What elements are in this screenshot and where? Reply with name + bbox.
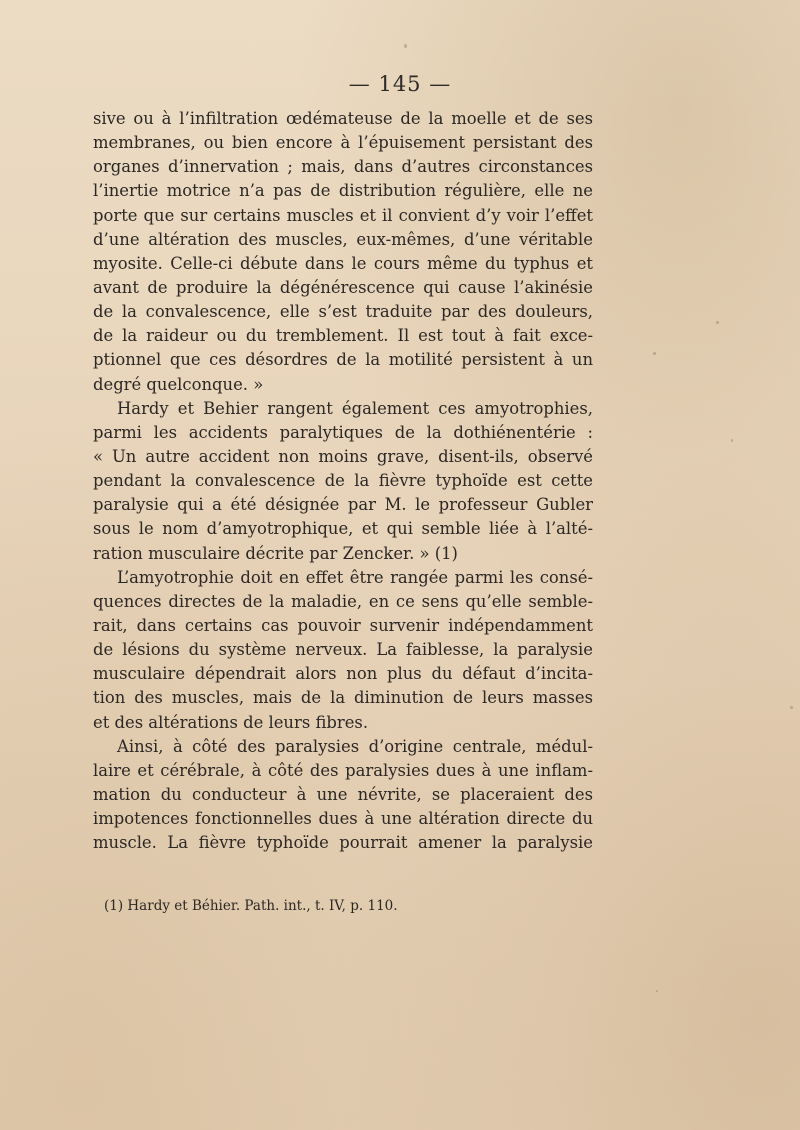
text-line: impotences fonctionnelles dues à une altération directe du — [93, 809, 593, 829]
text-line: organes d’innervation ; mais, dans d’autres circonstances — [93, 157, 593, 177]
body-text — [93, 107, 593, 855]
paper-speck — [656, 990, 658, 992]
text-line: parmi les accidents paralytiques de la dothiénentérie : — [93, 422, 593, 442]
page-number: — 145 — — [348, 72, 452, 96]
text-line: Hardy et Behier rangent également ces amyotrophies, — [117, 398, 593, 418]
paper-speck — [404, 44, 407, 48]
text-line: sous le nom d’amyotrophique, et qui semble liée à l’alté- — [93, 519, 593, 539]
text-line: L’amyotrophie doit en effet être rangée parmi les consé- — [117, 567, 593, 587]
paper-speck — [790, 706, 793, 709]
text-line: laire et cérébrale, à côté des paralysies dues à une inflam- — [93, 760, 593, 780]
footnote: (1) Hardy et Béhier. Path. int., t. IV, p. 110. — [104, 898, 398, 914]
text-line: muscle. La fièvre typhoïde pourrait amener la paralysie — [93, 833, 593, 853]
paper-speck — [731, 439, 733, 442]
text-line: ptionnel que ces désordres de la motilité persistent à un — [93, 350, 593, 370]
text-line: l’inertie motrice n’a pas de distribution régulière, elle ne — [93, 181, 593, 201]
text-line: « Un autre accident non moins grave, disent-ils, observé — [93, 446, 593, 466]
text-line: paralysie qui a été désignée par M. le professeur Gubler — [93, 495, 593, 515]
text-line: porte que sur certains muscles et il convient d’y voir l’effet — [93, 205, 593, 225]
text-line: myosite. Celle-ci débute dans le cours même du typhus et — [93, 253, 593, 273]
text-line: pendant la convalescence de la fièvre typhoïde est cette — [93, 471, 593, 491]
text-line: Ainsi, à côté des paralysies d’origine centrale, médul- — [117, 736, 593, 756]
paper-speck — [653, 352, 656, 355]
paper-speck — [716, 321, 719, 324]
text-line: de la convalescence, elle s’est traduite par des douleurs, — [93, 302, 593, 322]
text-line: rait, dans certains cas pouvoir survenir indépendamment — [93, 615, 593, 635]
text-line: musculaire dépendrait alors non plus du défaut d’incita- — [93, 664, 593, 684]
text-line: sive ou à l’infiltration œdémateuse de la moelle et de ses — [93, 109, 593, 128]
text-line: ration musculaire décrite par Zencker. » (1) — [93, 543, 458, 563]
text-line: degré quelconque. » — [93, 374, 264, 394]
text-line: et des altérations de leurs fibres. — [93, 712, 369, 732]
text-line: tion des muscles, mais de la diminution de leurs masses — [93, 688, 593, 708]
text-line: avant de produire la dégénérescence qui cause l’akinésie — [93, 277, 593, 297]
text-line: quences directes de la maladie, en ce sens qu’elle semble- — [93, 591, 593, 611]
text-line: d’une altération des muscles, eux-mêmes, d’une véritable — [93, 229, 593, 249]
text-line: de lésions du système nerveux. La faiblesse, la paralysie — [93, 640, 593, 660]
text-line: de la raideur ou du tremblement. Il est tout à fait exce- — [93, 326, 593, 346]
text-line: mation du conducteur à une névrite, se placeraient des — [93, 784, 593, 804]
text-line: membranes, ou bien encore à l’épuisement persistant des — [93, 133, 593, 153]
